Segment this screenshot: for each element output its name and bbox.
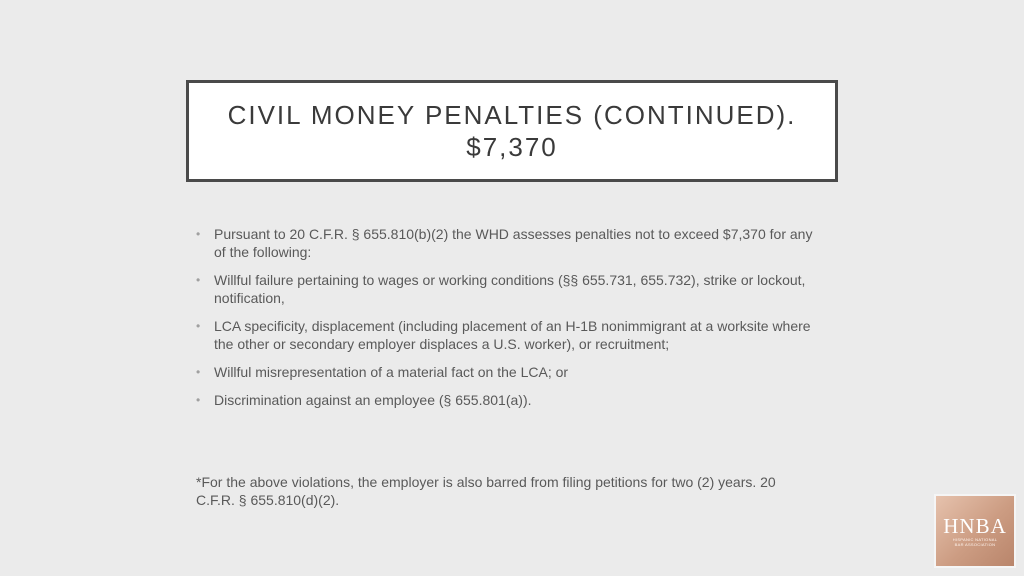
bullet-text: Willful misrepresentation of a material fact on the LCA; or <box>214 364 569 380</box>
bullet-item <box>196 391 816 409</box>
bullet-item <box>196 271 816 307</box>
slide-title-amount: $7,370 <box>466 132 558 162</box>
bullet-item <box>196 225 816 261</box>
bullet-icon: • <box>196 273 201 287</box>
footnote: *For the above violations, the employer is also barred from filing petitions for two (2) years. 20 C.F.R. § 655.810(d)(2). <box>196 474 776 508</box>
title-box <box>186 80 838 182</box>
bullet-text: LCA specificity, displacement (including placement of an H-1B nonimmigrant at a worksite where the other or secondary employer displaces a U.S. worker), or recruitment; <box>214 318 811 352</box>
bullet-text: Pursuant to 20 C.F.R. § 655.810(b)(2) the WHD assesses penalties not to exceed $7,370 for any of the following: <box>214 226 813 260</box>
bullet-icon: • <box>196 319 201 333</box>
bullet-text: Discrimination against an employee (§ 655.801(a)). <box>214 392 532 408</box>
bullet-item <box>196 363 816 381</box>
bullet-icon: • <box>196 365 201 379</box>
bullet-item <box>196 317 816 353</box>
bullet-text: Willful failure pertaining to wages or working conditions (§§ 655.731, 655.732), strike or lockout, notification, <box>214 272 806 306</box>
bullet-icon: • <box>196 393 201 407</box>
hnba-logo <box>934 494 1016 568</box>
slide-title: CIVIL MONEY PENALTIES (CONTINUED). <box>227 100 797 130</box>
logo-subtitle: HISPANIC NATIONAL BAR ASSOCIATION <box>952 537 998 547</box>
logo-letters: HNBA <box>943 514 1007 538</box>
bullet-list <box>196 225 816 419</box>
bullet-icon: • <box>196 227 201 241</box>
